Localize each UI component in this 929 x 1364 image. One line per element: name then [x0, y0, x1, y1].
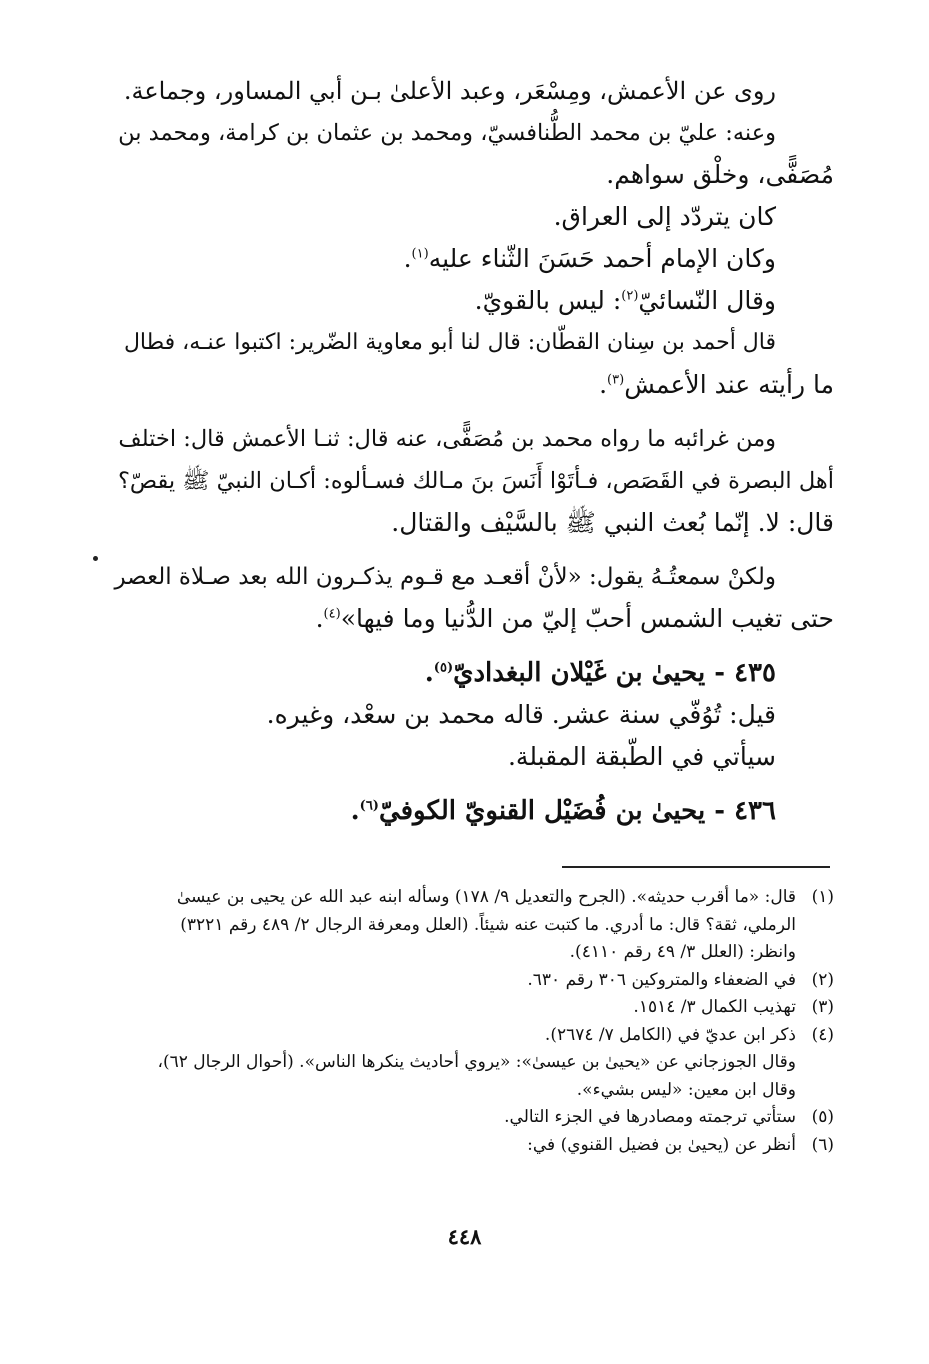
- text-span: .: [315, 604, 324, 633]
- footnote-number: (٥): [811, 1107, 834, 1127]
- footnote-text: قال: «ما أقرب حديثه». (الجرح والتعديل ٩/ ١٧٨) وسأله ابنه عبد الله عن يحيى بن عيسىٰ: [176, 887, 796, 907]
- footnote-number: (٦): [811, 1134, 834, 1155]
- footnote-item: [112, 967, 834, 995]
- footnote-ref[interactable]: (٣): [607, 372, 625, 388]
- text-span: ٤٣٥ - يحيىٰ بن غَيْلان البغداديّ: [453, 658, 776, 688]
- text-line: قال: لا. إنّما بُعث النبي ﷺ بالسَّيْف والقتال.: [391, 508, 834, 537]
- footnote-continuation: وقال ابن معين: «ليس بشيء».: [576, 1079, 796, 1100]
- footnote-text: تهذيب الكمال ٣/ ١٥١٤.: [633, 997, 796, 1017]
- text-line: روى عن الأعمش، ومِسْعَر، وعبد الأعلىٰ بـن أبي المساور، وجماعة.: [123, 77, 776, 105]
- text-line: مُصَفًّى، وخلْق سواهم.: [606, 160, 834, 189]
- text-line: قيل: تُوُفّي سنة عشر. قاله محمد بن سعْد، وغيره.: [266, 700, 776, 729]
- text-line: ومن غرائبه ما رواه محمد بن مُصَفًّى، عنه قال: ثنـا الأعمش قال: اختلف: [118, 426, 776, 452]
- footnote-continuation: الرملي، ثقة؟ قال: ما أدري. ما كتبت عنه شيئاً. (العلل ومعرفة الرجال ٢/ ٤٨٩ رقم ٣٢٢١): [180, 914, 796, 935]
- text-line: كان يتردّد إلى العراق.: [553, 202, 776, 231]
- text-line: وعنه: عليّ بن محمد الطُّنافسيّ، ومحمد بن عثمان بن كرامة، ومحمد بن: [118, 120, 776, 146]
- footnote-number: (٢): [811, 969, 834, 990]
- text-line: أهل البصرة في القَصَص، فـأتَوْا أَنَسَ بنَ مـالك فسـألوه: أكـان النبيّ ﷺ يقصّ؟: [117, 468, 834, 494]
- entry-heading: [112, 652, 834, 694]
- main-text: [112, 70, 834, 832]
- footnote-continuation: وقال الجوزجاني عن «يحيىٰ بن عيسىٰ»: «يروي أحاديث ينكرها الناس». (أحوال الرجال ٦٢)،: [157, 1052, 796, 1072]
- footnote-text: في الضعفاء والمتروكين ٣٠٦ رقم ٦٣٠.: [527, 969, 796, 990]
- footnote-ref[interactable]: (٤): [323, 606, 341, 622]
- paragraph-gap: [112, 640, 834, 652]
- footnote-ref[interactable]: (٢): [621, 288, 639, 304]
- text-span: ما رأيته عند الأعمش: [624, 370, 834, 399]
- text-line: سيأتي في الطّبقة المقبلة.: [507, 742, 776, 771]
- text-line: [112, 238, 834, 280]
- footnote-number: (٤): [811, 1024, 834, 1045]
- footnote-text: ذكر ابن عديّ في (الكامل ٧/ ٢٦٧٤).: [544, 1024, 796, 1045]
- text-line: [112, 364, 834, 406]
- footnote-continuation: وانظر: (العلل ٣/ ٤٩ رقم ٤١١٠).: [569, 942, 796, 962]
- footnote-number: (٣): [811, 997, 834, 1017]
- text-line: [112, 598, 834, 640]
- page-number: ٤٤٨: [447, 1224, 482, 1249]
- footnote-divider: [562, 866, 830, 868]
- footnote-ref[interactable]: (٥): [433, 660, 454, 676]
- text-span: : ليس بالقويّ.: [474, 286, 622, 315]
- text-line: قال أحمد بن سِنان القطّان: قال لنا أبو معاوية الضّرير: اكتبوا عنـه، فطال: [123, 330, 776, 355]
- print-speck: [93, 556, 98, 561]
- text-line: [112, 280, 834, 322]
- text-span: وكان الإمام أحمد حَسَنَ الثّناء عليه: [428, 244, 776, 273]
- footnote-text: ستأتي ترجمته ومصادرها في الجزء التالي.: [504, 1107, 796, 1127]
- footnote-ref[interactable]: (١): [411, 246, 429, 262]
- footnote-item: [112, 1132, 834, 1160]
- footnote-ref[interactable]: (٦): [359, 798, 379, 814]
- footnote-item: [112, 994, 834, 1022]
- text-span: ٤٣٦ - يحيىٰ بن فُضَيْل القنويّ الكوفيّ: [378, 796, 776, 826]
- footnote-item: [112, 1022, 834, 1050]
- footnote-text: أنظر عن (يحيىٰ بن فضيل القنوي) في:: [527, 1134, 796, 1155]
- entry-heading: [112, 790, 834, 832]
- text-span: .: [599, 370, 608, 399]
- paragraph-gap: [112, 406, 834, 418]
- text-span: .: [350, 796, 360, 826]
- text-span: حتى تغيب الشمس أحبّ إليّ من الدُّنيا وما فيها»: [340, 604, 834, 633]
- footnotes-section: [112, 884, 834, 1159]
- text-span: وقال النّسائيّ: [638, 286, 776, 315]
- text-span: .: [403, 244, 412, 273]
- paragraph-gap: [112, 778, 834, 790]
- text-span: .: [424, 658, 434, 688]
- text-line: ولكنْ سمعتُـهُ يقول: «لأنْ أقعـد مع قـوم يذكـرون الله بعد صـلاة العصر: [114, 564, 776, 590]
- footnote-item: [112, 1104, 834, 1132]
- footnote-number: (١): [811, 887, 834, 907]
- paragraph-gap: [112, 544, 834, 556]
- footnote-item: [112, 884, 834, 912]
